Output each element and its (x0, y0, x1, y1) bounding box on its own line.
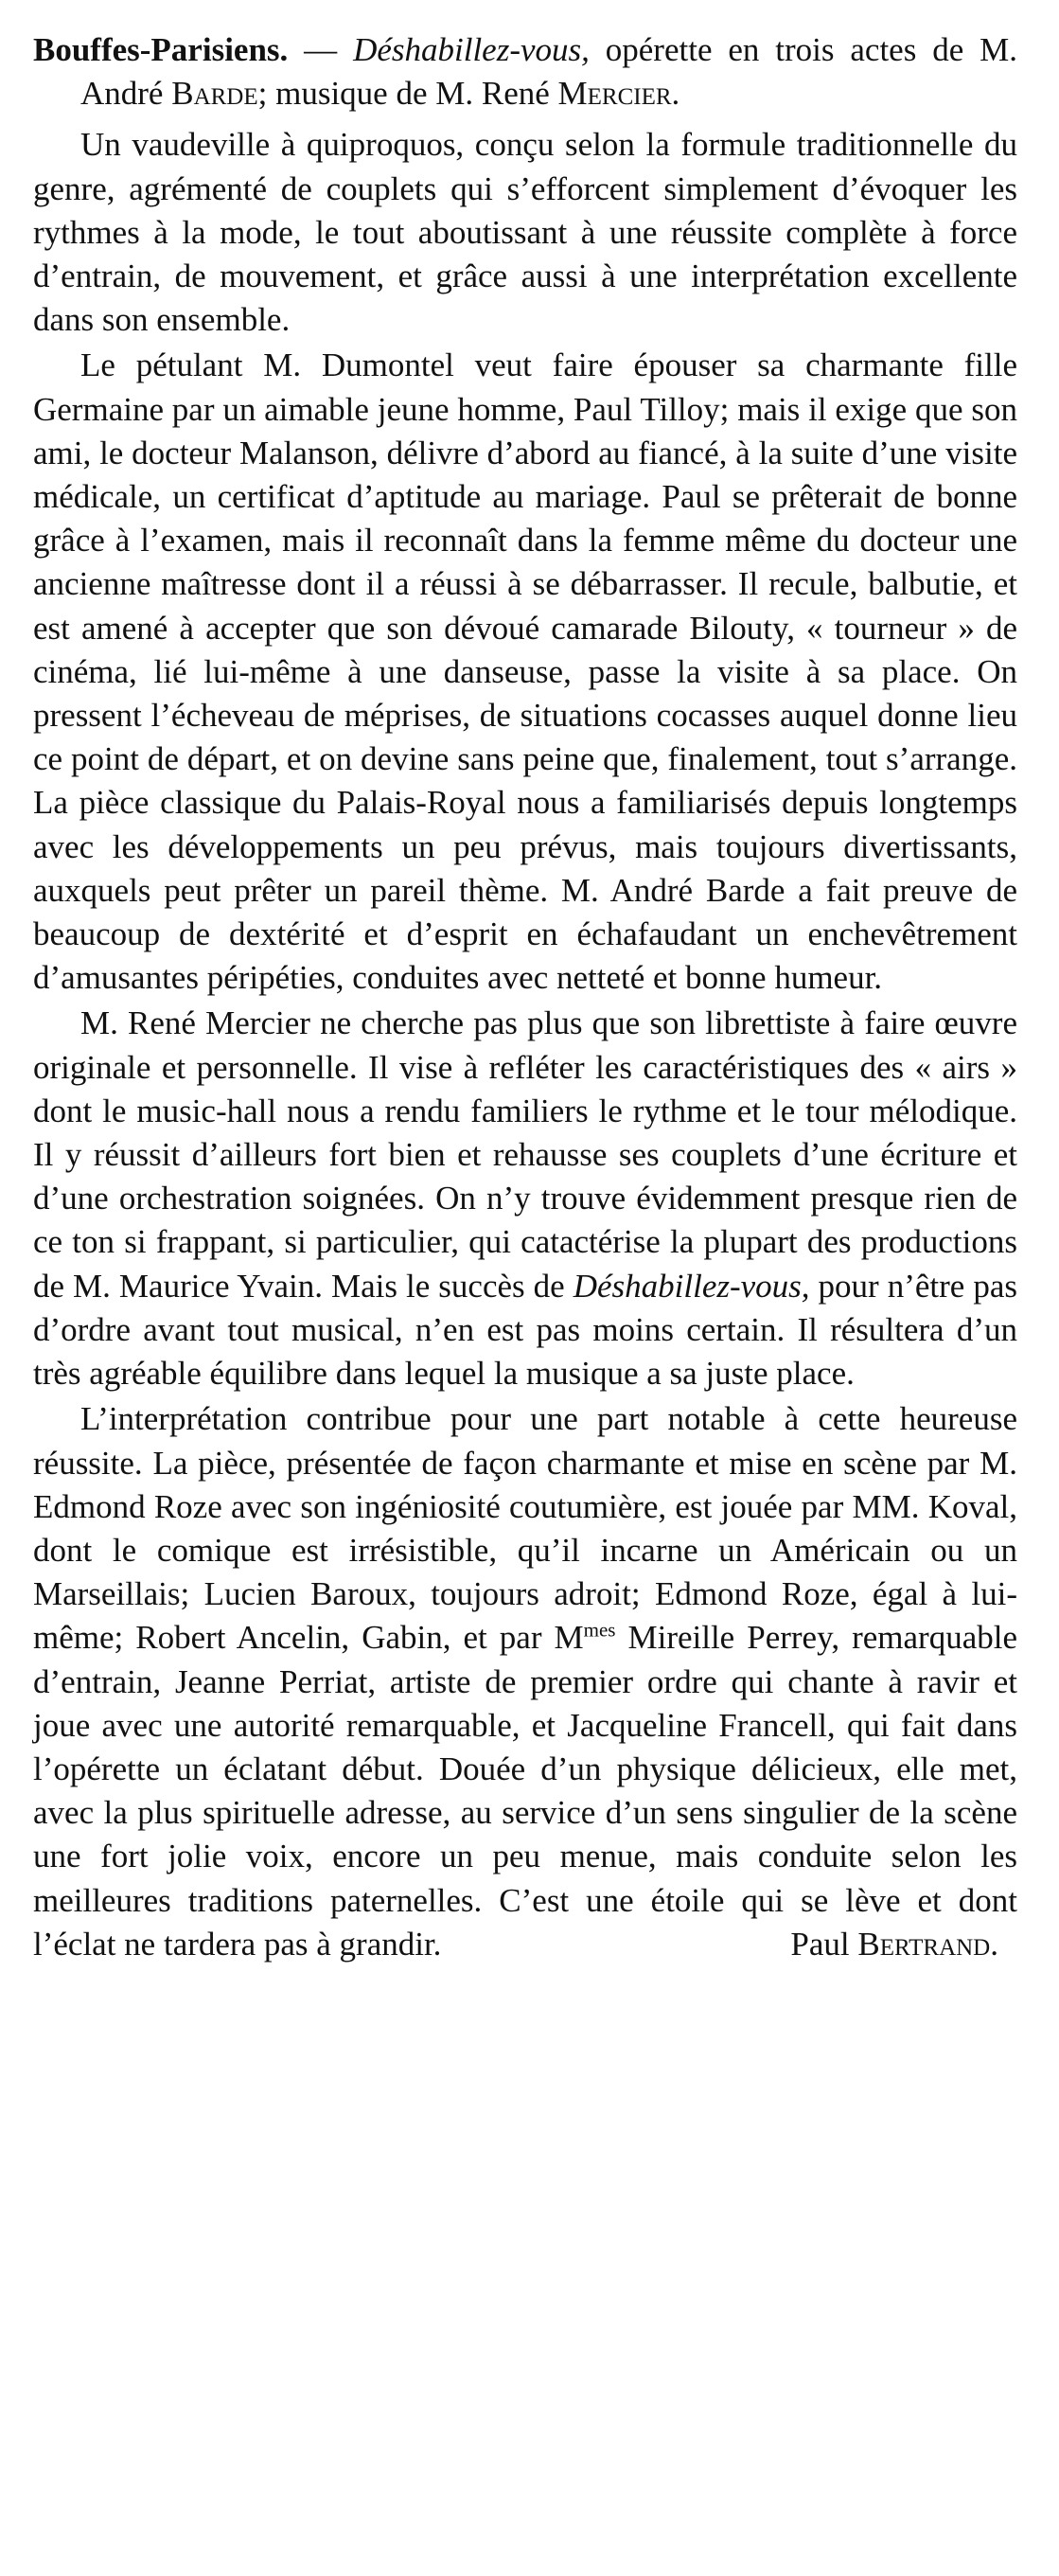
paragraph-summary: Un vaudeville à quiproquos, conçu selon la formule traditionnelle du genre, agrémenté de couplets qui s’efforcent simplement d’évoquer les rythmes à la mode, le tout aboutissant à une réussite complète à force d’entrain, de mouvement, et grâce aussi à une interprétation excellente dans son ensemble. (33, 126, 1017, 339)
signature-last-name: Bertrand (857, 1925, 991, 1963)
heading-dash: — (288, 31, 354, 68)
paragraph-cast (33, 1397, 1017, 1966)
heading-end: . (671, 75, 680, 113)
paragraph-music (33, 1002, 1017, 1395)
paragraph-music-part2: pour n’être pas d’ordre avant tout musical, n’en est pas moins certain. Il résultera d’un très agréable équilibre dans lequel la musique a sa juste place. (33, 1267, 1017, 1393)
heading-description-part1: opérette en trois actes de M. André (80, 31, 1017, 113)
librettist-name: Barde (171, 75, 258, 113)
theatre-name: Bouffes-Parisiens. (33, 31, 289, 68)
signature-end: . (990, 1925, 998, 1963)
paragraph-music-title: Déshabillez-vous, (573, 1267, 810, 1305)
paragraph-cast-part2: Mireille Perrey, remarquable d’entrain, Jeanne Perriat, artiste de premier ordre qui chante à ravir et joue avec une autorité remarquable, et Jacqueline Francell, qui fait dans l’opérette un éclatant début. Douée d’un physique délicieux, elle met, avec la plus spirituelle adresse, au service d’un sens singulier de la scène une fort jolie voix, encore un peu menue, mais conduite selon les meilleures traditions paternelles. C’est une étoile qui se lève et dont l’éclat ne tardera pas à grandir. (33, 1619, 1017, 1963)
review-article (33, 28, 1017, 1966)
paragraph-cast-part1: L’interprétation contribue pour une part notable à cette heureuse réussite. La pièce, présentée de façon charmante et mise en scène par M. Edmond Roze avec son ingéniosité coutumière, est jouée par MM. Koval, dont le comique est irrésistible, qu’il incarne un Américain ou un Marseillais; Lucien Baroux, toujours adroit; Edmond Roze, égal à lui-même; Robert Ancelin, Gabin, et par M (33, 1400, 1017, 1657)
composer-name: Mercier (557, 75, 672, 113)
mesdames-superscript: mes (583, 1618, 616, 1642)
signature-first-name: Paul (790, 1925, 858, 1963)
review-heading (33, 28, 1017, 115)
paragraph-plot: Le pétulant M. Dumontel veut faire épouser sa charmante fille Germaine par un aimable jeune homme, Paul Tilloy; mais il exige que son ami, le docteur Malanson, délivre d’abord au fiancé, à la suite d’une visite médicale, un certificat d’aptitude au mariage. Paul se prêterait de bonne grâce à l’examen, mais il reconnaît dans la femme même du docteur une ancienne maîtresse dont il a réussi à se débarrasser. Il recule, balbutie, et est amené à accepter que son dévoué camarade Bilouty, « tourneur » de cinéma, lié lui-même à une danseuse, passe la visite à sa place. On pressent l’écheveau de méprises, de situations cocasses auquel donne lieu ce point de départ, et on devine sans peine que, finalement, tout s’arrange. La pièce classique du Palais-Royal nous a familiarisés depuis longtemps avec les développements un peu prévus, mais toujours divertissants, auxquels peut prêter un pareil thème. M. André Barde a fait preuve de beaucoup de dextérité et d’esprit en échafaudant un enchevêtrement d’amusantes péripéties, conduites avec netteté et bonne humeur. (33, 346, 1017, 997)
paragraph-music-part1: M. René Mercier ne cherche pas plus que son librettiste à faire œuvre originale et personnelle. Il vise à refléter les caractéristiques des « airs » dont le music-hall nous a rendu familiers le rythme et le tour mélodique. Il y réussit d’ailleurs fort bien et rehausse ses couplets d’une écriture et d’une orchestration soignées. On n’y trouve évidemment presque rien de ce ton si frappant, si particulier, qui catactérise la plupart des productions de M. Maurice Yvain. Mais le succès de (33, 1004, 1017, 1305)
operetta-title: Déshabillez-vous, (353, 31, 590, 68)
heading-description-part2: ; musique de M. René (257, 75, 558, 113)
